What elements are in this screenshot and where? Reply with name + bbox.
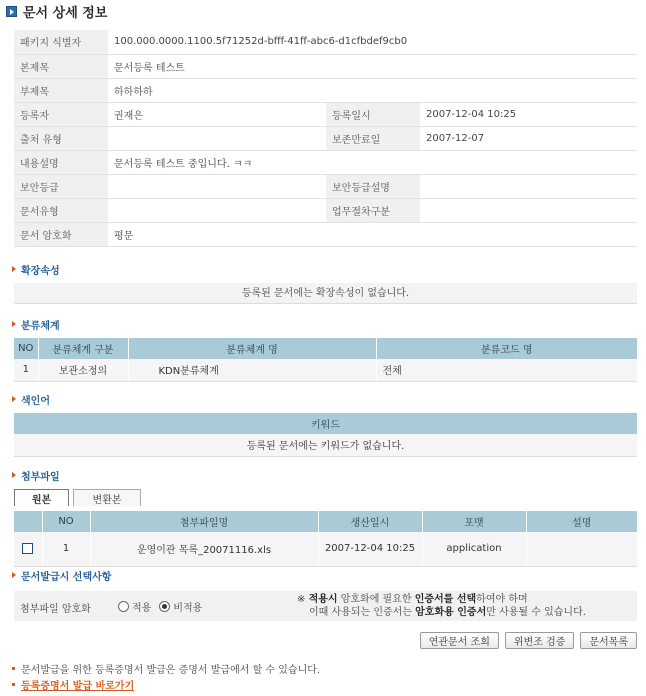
label-encryption: 문서 암호화 (14, 222, 108, 246)
attachments-table (14, 511, 637, 567)
radio-apply-label[interactable]: 적용 (132, 603, 152, 614)
label-description: 내용설명 (14, 150, 108, 174)
label-package-id: 패키지 식별자 (14, 30, 108, 54)
attachment-file-link[interactable]: 운영이관 목록_20071116.xls (90, 532, 318, 566)
value-sub-title: 하하하하 (108, 78, 637, 102)
value-security-level (108, 174, 326, 198)
label-retention-date: 보존만료일 (326, 126, 420, 150)
table-row (14, 532, 637, 566)
label-sub-title: 부제목 (14, 78, 108, 102)
col-header: 분류체계 구분 (38, 338, 128, 359)
classification-table (14, 338, 637, 382)
table-row (14, 359, 637, 381)
encryption-note: ※ 적용시 암호화에 필요한 인증서를 선택하여야 하며 이때 사용되는 인증서는 암호화용 인증서만 사용될 수 있습니다. (297, 594, 586, 618)
keywords-table (14, 413, 637, 457)
col-header: 분류코드 명 (376, 338, 637, 359)
certificate-issue-link[interactable]: 등록증명서 발급 바로가기 (21, 680, 135, 692)
section-arrow-icon (12, 321, 16, 327)
tab-converted[interactable]: 변환본 (73, 489, 141, 506)
value-registrant: 권재은 (108, 102, 326, 126)
value-main-title: 문서등록 테스트 (108, 54, 637, 78)
page-title (6, 3, 107, 19)
cell-date: 2007-12-04 10:25 (318, 532, 422, 566)
label-registrant: 등록자 (14, 102, 108, 126)
radio-not-apply[interactable] (159, 601, 170, 612)
cell-desc (526, 532, 637, 566)
cell-no: 1 (14, 359, 38, 381)
section-classification (12, 317, 60, 331)
label-security-desc: 보안등급설명 (326, 174, 420, 198)
label-reg-date: 등록일시 (326, 102, 420, 126)
value-source-type (108, 126, 326, 150)
section-classification-title: 분류체계 (21, 320, 60, 332)
section-keywords (12, 392, 50, 406)
encryption-label: 첨부파일 암호화 (20, 604, 91, 615)
cell-code: 전체 (376, 359, 637, 381)
encryption-radio-group (118, 599, 210, 614)
section-arrow-icon (12, 266, 16, 272)
action-buttons (414, 632, 637, 649)
section-issue-options (12, 568, 111, 582)
title-bullet-icon (6, 6, 17, 17)
value-retention-date: 2007-12-07 (420, 126, 637, 150)
attachment-encryption-box (14, 591, 637, 621)
col-header: NO (14, 338, 38, 359)
attachment-select-checkbox[interactable] (22, 543, 33, 554)
label-doc-type: 문서유형 (14, 198, 108, 222)
section-attachments (12, 468, 60, 482)
col-header: NO (42, 511, 90, 532)
radio-apply[interactable] (118, 601, 129, 612)
col-header: 키워드 (14, 413, 637, 434)
value-reg-date: 2007-12-04 10:25 (420, 102, 637, 126)
footer-notes (12, 660, 320, 692)
certificate-note: 문서발급을 위한 등록증명서 발급은 증명서 발급에서 할 수 있습니다. (21, 664, 321, 676)
radio-not-apply-label[interactable]: 비적용 (173, 603, 203, 614)
value-encryption: 평문 (108, 222, 637, 246)
cell-name: KDN분류체계 (128, 359, 376, 381)
col-header: 포맷 (422, 511, 526, 532)
section-keywords-title: 색인어 (21, 395, 50, 407)
value-doc-type (108, 198, 326, 222)
tab-original[interactable]: 원본 (14, 489, 69, 506)
value-procedure (420, 198, 637, 222)
forgery-check-button[interactable]: 위변조 검증 (505, 632, 574, 649)
attachment-tabs (14, 489, 145, 506)
section-ext-attr (12, 262, 60, 276)
col-header: 분류체계 명 (128, 338, 376, 359)
cell-format: application (422, 532, 526, 566)
bullet-icon (12, 667, 15, 670)
doc-list-button[interactable]: 문서목록 (580, 632, 637, 649)
related-docs-button[interactable]: 연관문서 조회 (420, 632, 499, 649)
bullet-icon (12, 683, 15, 686)
section-attachments-title: 첨부파일 (21, 471, 60, 483)
col-header: 첨부파일명 (90, 511, 318, 532)
label-source-type: 출처 유형 (14, 126, 108, 150)
document-info-table (14, 30, 637, 247)
section-arrow-icon (12, 472, 16, 478)
section-ext-attr-title: 확장속성 (21, 265, 60, 277)
label-main-title: 본제목 (14, 54, 108, 78)
section-arrow-icon (12, 572, 16, 578)
col-header: 생산일시 (318, 511, 422, 532)
page-title-text: 문서 상세 정보 (23, 5, 108, 21)
value-description: 문서등록 테스트 중입니다. ㅋㅋ (108, 150, 637, 174)
ext-attr-empty-message: 등록된 문서에는 확장속성이 없습니다. (14, 283, 637, 304)
cell-type: 보관소정의 (38, 359, 128, 381)
col-header: 설명 (526, 511, 637, 532)
keywords-empty-message: 등록된 문서에는 키워드가 없습니다. (14, 434, 637, 456)
value-package-id: 100.000.0000.1100.5f71252d-bfff-41ff-abc6-d1cfbdef9cb0 (108, 30, 637, 54)
value-security-desc (420, 174, 637, 198)
table-row (14, 434, 637, 456)
section-issue-title: 문서발급시 선택사항 (21, 571, 112, 583)
label-security-level: 보안등급 (14, 174, 108, 198)
section-arrow-icon (12, 396, 16, 402)
label-procedure: 업무절차구분 (326, 198, 420, 222)
cell-no: 1 (42, 532, 90, 566)
